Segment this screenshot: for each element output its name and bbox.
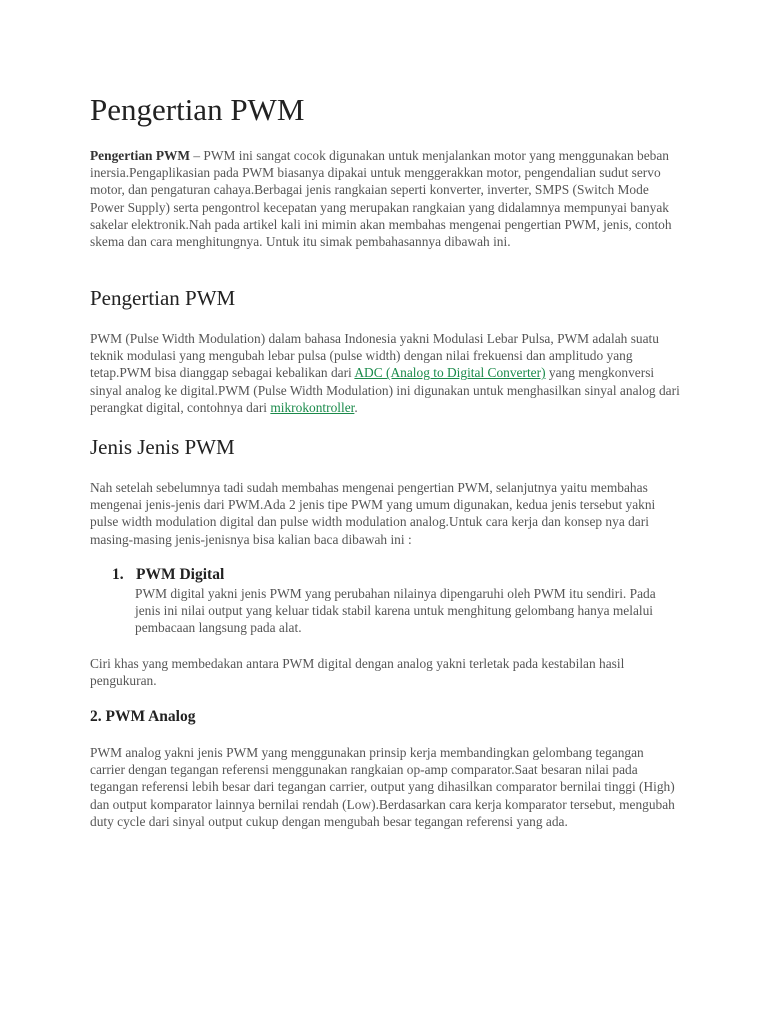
page-title: Pengertian PWM <box>90 92 305 127</box>
pengertian-paragraph <box>90 330 680 416</box>
adc-link[interactable]: ADC (Analog to Digital Converter) <box>354 365 546 381</box>
pengertian-text-3: . <box>354 399 358 415</box>
intro-bold-term: Pengertian PWM <box>90 148 191 163</box>
intro-paragraph <box>90 147 680 250</box>
pwm-digital-paragraph: PWM digital yakni jenis PWM yang perubahan nilainya dipengaruhi oleh PWM itu sendiri. Pada jenis ini nilai output yang keluar tidak stabil karena untuk menghitung gelombang hanya melalui pembacaan langsung pada alat. <box>135 586 656 636</box>
intro-text: – PWM ini sangat cocok digunakan untuk menjalankan motor yang menggunakan beban inersia.Pengaplikasian pada PWM biasanya dipakai untuk menggerakkan motor, pengendalian sudut servo motor, dan pengaturan cahaya.Berbagai jenis rangkaian seperti konverter, inverter, SMPS (Switch Mode Power Supply) serta pengontrol kecepatan yang merupakan rangkaian yang didalamnya mempunyai banyak sakelar elektronik.Nah pada artikel kali ini mimin akan membahas mengenai pengertian PWM, jenis, contoh skema dan cara menghitungnya. Untuk itu simak pembahasannya dibawah ini. <box>90 148 672 250</box>
section-heading-jenis: Jenis Jenis PWM <box>90 435 235 459</box>
pwm-analog-heading: 2. PWM Analog <box>90 708 196 725</box>
list-number: 1. <box>112 566 124 583</box>
section-heading-pengertian: Pengertian PWM <box>90 286 236 310</box>
list-item-pwm-digital-title <box>112 566 224 584</box>
pengertian-text-2: yang mengkonversi sinyal analog ke digital.PWM (Pulse Width Modulation) ini digunakan untuk menghasilkan sinyal analog dari perangkat digital, contohnya dari <box>90 365 680 415</box>
pwm-analog-paragraph: PWM analog yakni jenis PWM yang menggunakan prinsip kerja membandingkan gelombang tegangan carrier dengan tegangan referensi menggunakan rangkaian op-amp comparator.Saat besaran nilai pada tegangan referensi lebih besar dari tegangan carrier, output yang dihasilkan comparator bernilai tinggi (High) dan output komparator lainnya bernilai rendah (Low).Berdasarkan cara kerja komparator tersebut, mengubah duty cycle dari sinyal output cukup dengan mengubah besar tegangan referensi yang ada. <box>90 745 675 829</box>
ciri-khas-paragraph: Ciri khas yang membedakan antara PWM digital dengan analog yakni terletak pada kestabilan hasil pengukuran. <box>90 656 625 689</box>
pengertian-text-1: PWM (Pulse Width Modulation) dalam bahasa Indonesia yakni Modulasi Lebar Pulsa, PWM adalah suatu teknik modulasi yang mengubah lebar pulsa (pulse width) dengan nilai frekuensi dan amplitudo yang tetap.PWM bisa dianggap sebagai kebalikan dari <box>90 331 659 381</box>
pwm-digital-heading: PWM Digital <box>136 566 225 583</box>
jenis-paragraph: Nah setelah sebelumnya tadi sudah membahas mengenai pengertian PWM, selanjutnya yaitu membahas mengenai jenis-jenis dari PWM.Ada 2 jenis tipe PWM yang umum digunakan, kedua jenis tersebut yakni pulse width modulation digital dan pulse width modulation analog.Untuk cara kerja dan konsep nya dari masing-masing jenis-jenisnya bisa kalian baca dibawah ini : <box>90 480 656 547</box>
mikrokontroller-link[interactable]: mikrokontroller <box>270 399 355 415</box>
